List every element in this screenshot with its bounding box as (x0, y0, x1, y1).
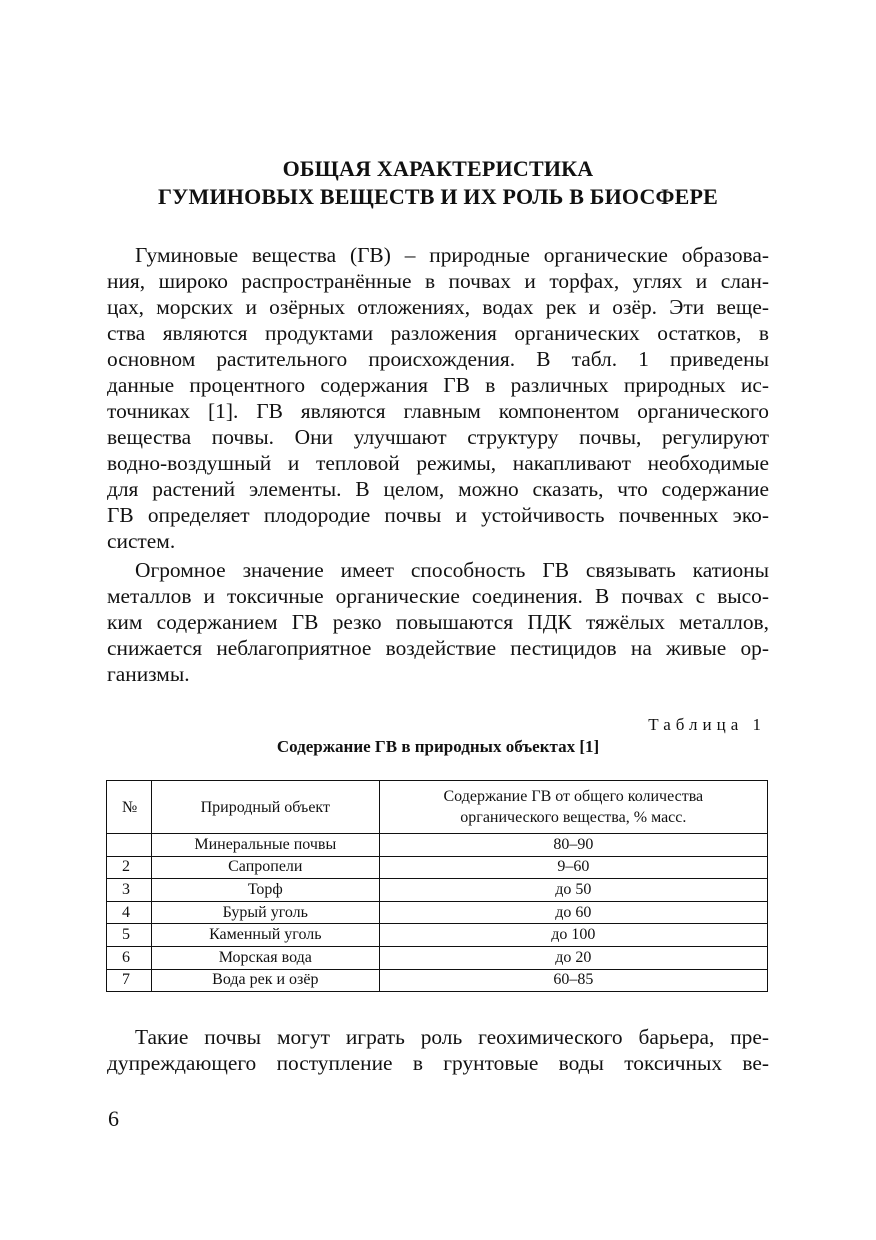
row-content: до 20 (379, 946, 767, 969)
column-header-content-line: органического вещества, % масс. (460, 809, 687, 826)
table-row (107, 901, 768, 924)
table-row (107, 969, 768, 992)
row-object: Вода рек и озёр (151, 969, 379, 992)
row-content: до 50 (379, 879, 767, 902)
paragraph-2-line: металлов и токсичные органические соединения. В почвах с высо- (107, 584, 769, 608)
paragraph-1-line: данные процентного содержания ГВ в различных природных ис- (107, 373, 769, 397)
paragraph-2-line: Огромное значение имеет способность ГВ связывать катионы (135, 558, 769, 582)
row-number (107, 834, 152, 857)
data-table (106, 780, 768, 992)
table-title: Содержание ГВ в природных объектах [1] (276, 737, 600, 756)
paragraph-1-line: основном растительного происхождения. В табл. 1 приведены (107, 347, 769, 371)
row-number: 3 (107, 879, 152, 902)
paragraph-1-line: цах, морских и озёрных отложениях, водах рек и озёр. Эти веще- (107, 295, 769, 319)
row-content: 9–60 (379, 856, 767, 879)
paragraph-1-line: водно-воздушный и тепловой режимы, накапливают необходимые (107, 451, 769, 475)
section-title-line-1: ОБЩАЯ ХАРАКТЕРИСТИКА (282, 156, 594, 181)
paragraph-1-line: ния, широко распространённые в почвах и торфах, углях и слан- (107, 269, 769, 293)
paragraph-2-line: снижается неблагоприятное воздействие пестицидов на живые ор- (107, 636, 769, 660)
page-number: 6 (108, 1106, 119, 1131)
table-row (107, 924, 768, 947)
paragraph-1-line: для растений элементы. В целом, можно сказать, что содержание (107, 477, 769, 501)
table-row (107, 834, 768, 857)
row-content: 80–90 (379, 834, 767, 857)
paragraph-3-line: Такие почвы могут играть роль геохимического барьера, пре- (135, 1025, 769, 1049)
paragraph-1-line: ГВ определяет плодородие почвы и устойчивость почвенных эко- (107, 503, 769, 527)
row-object: Морская вода (151, 946, 379, 969)
column-header-object: Природный объект (151, 781, 379, 834)
paragraph-3-line: дупреждающего поступление в грунтовые воды токсичных ве- (107, 1051, 769, 1075)
table-label: Таблица 1 (648, 715, 766, 734)
row-number: 5 (107, 924, 152, 947)
row-object: Каменный уголь (151, 924, 379, 947)
row-object: Торф (151, 879, 379, 902)
row-number: 7 (107, 969, 152, 992)
paragraph-2-line: ким содержанием ГВ резко повышаются ПДК тяжёлых металлов, (107, 610, 769, 634)
table-header-row (107, 781, 768, 834)
row-content: до 60 (379, 901, 767, 924)
section-title-line-2: ГУМИНОВЫХ ВЕЩЕСТВ И ИХ РОЛЬ В БИОСФЕРЕ (157, 184, 719, 209)
row-object: Минеральные почвы (151, 834, 379, 857)
row-number: 6 (107, 946, 152, 969)
row-object: Сапропели (151, 856, 379, 879)
row-content: до 100 (379, 924, 767, 947)
paragraph-1-line: систем. (107, 529, 176, 553)
paragraph-1-line: Гуминовые вещества (ГВ) – природные органические образова- (135, 243, 769, 267)
column-header-content-line: Содержание ГВ от общего количества (443, 788, 704, 805)
table-row (107, 946, 768, 969)
column-header-number: № (107, 781, 152, 834)
table-row (107, 856, 768, 879)
table-row (107, 879, 768, 902)
row-object: Бурый уголь (151, 901, 379, 924)
paragraph-1-line: вещества почвы. Они улучшают структуру почвы, регулируют (107, 425, 769, 449)
paragraph-1-line: точниках [1]. ГВ являются главным компонентом органического (107, 399, 769, 423)
paragraph-1-line: ства являются продуктами разложения органических остатков, в (107, 321, 769, 345)
paragraph-2-line: ганизмы. (107, 662, 190, 686)
column-header-content (379, 781, 767, 834)
row-content: 60–85 (379, 969, 767, 992)
row-number: 2 (107, 856, 152, 879)
row-number: 4 (107, 901, 152, 924)
